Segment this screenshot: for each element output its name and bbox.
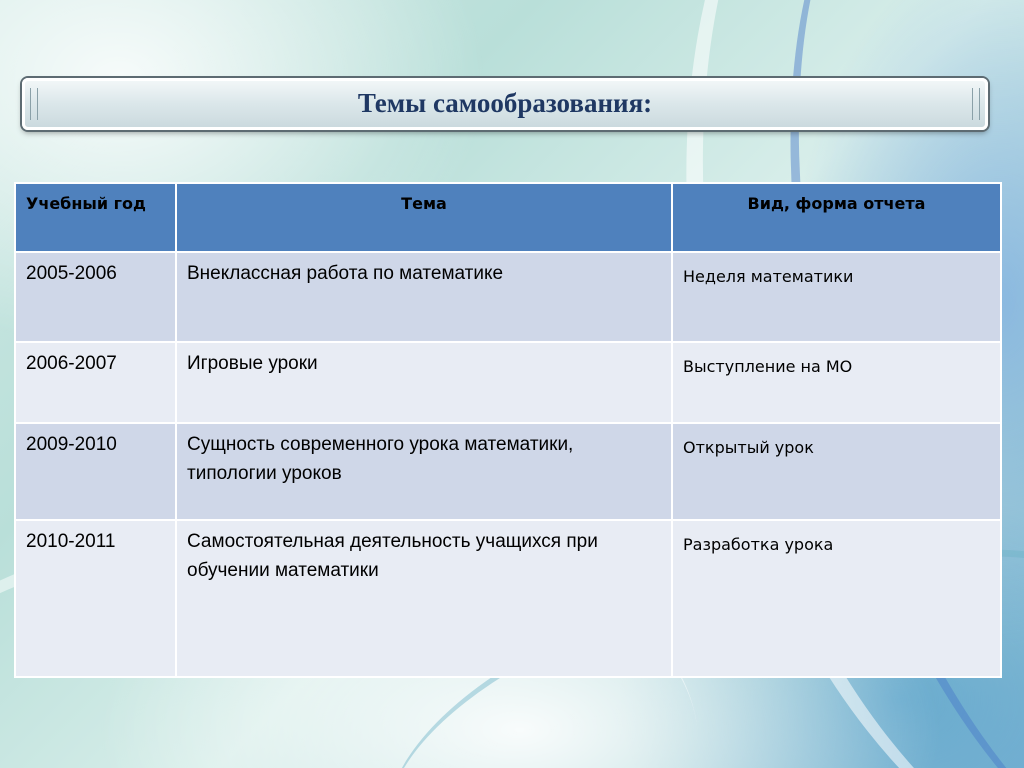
cell-topic: Внеклассная работа по математике bbox=[176, 252, 672, 342]
table-row bbox=[15, 520, 1001, 677]
title-banner bbox=[22, 78, 988, 130]
table-header-row bbox=[15, 183, 1001, 252]
cell-topic: Сущность современного урока математики, типологии уроков bbox=[176, 423, 672, 520]
cell-year: 2009-2010 bbox=[15, 423, 176, 520]
header-year: Учебный год bbox=[15, 183, 176, 252]
self-education-table bbox=[14, 182, 1002, 678]
table-row bbox=[15, 423, 1001, 520]
cell-form: Открытый урок bbox=[672, 423, 1001, 520]
header-form: Вид, форма отчета bbox=[672, 183, 1001, 252]
cell-form: Неделя математики bbox=[672, 252, 1001, 342]
header-topic: Тема bbox=[176, 183, 672, 252]
cell-topic: Игровые уроки bbox=[176, 342, 672, 423]
cell-form: Разработка урока bbox=[672, 520, 1001, 677]
cell-year: 2006-2007 bbox=[15, 342, 176, 423]
table-row bbox=[15, 252, 1001, 342]
cell-year: 2010-2011 bbox=[15, 520, 176, 677]
table-row bbox=[15, 342, 1001, 423]
slide-title: Темы самообразования: bbox=[357, 88, 653, 118]
cell-year: 2005-2006 bbox=[15, 252, 176, 342]
cell-topic: Самостоятельная деятельность учащихся при обучении математики bbox=[176, 520, 672, 677]
cell-form: Выступление на МО bbox=[672, 342, 1001, 423]
